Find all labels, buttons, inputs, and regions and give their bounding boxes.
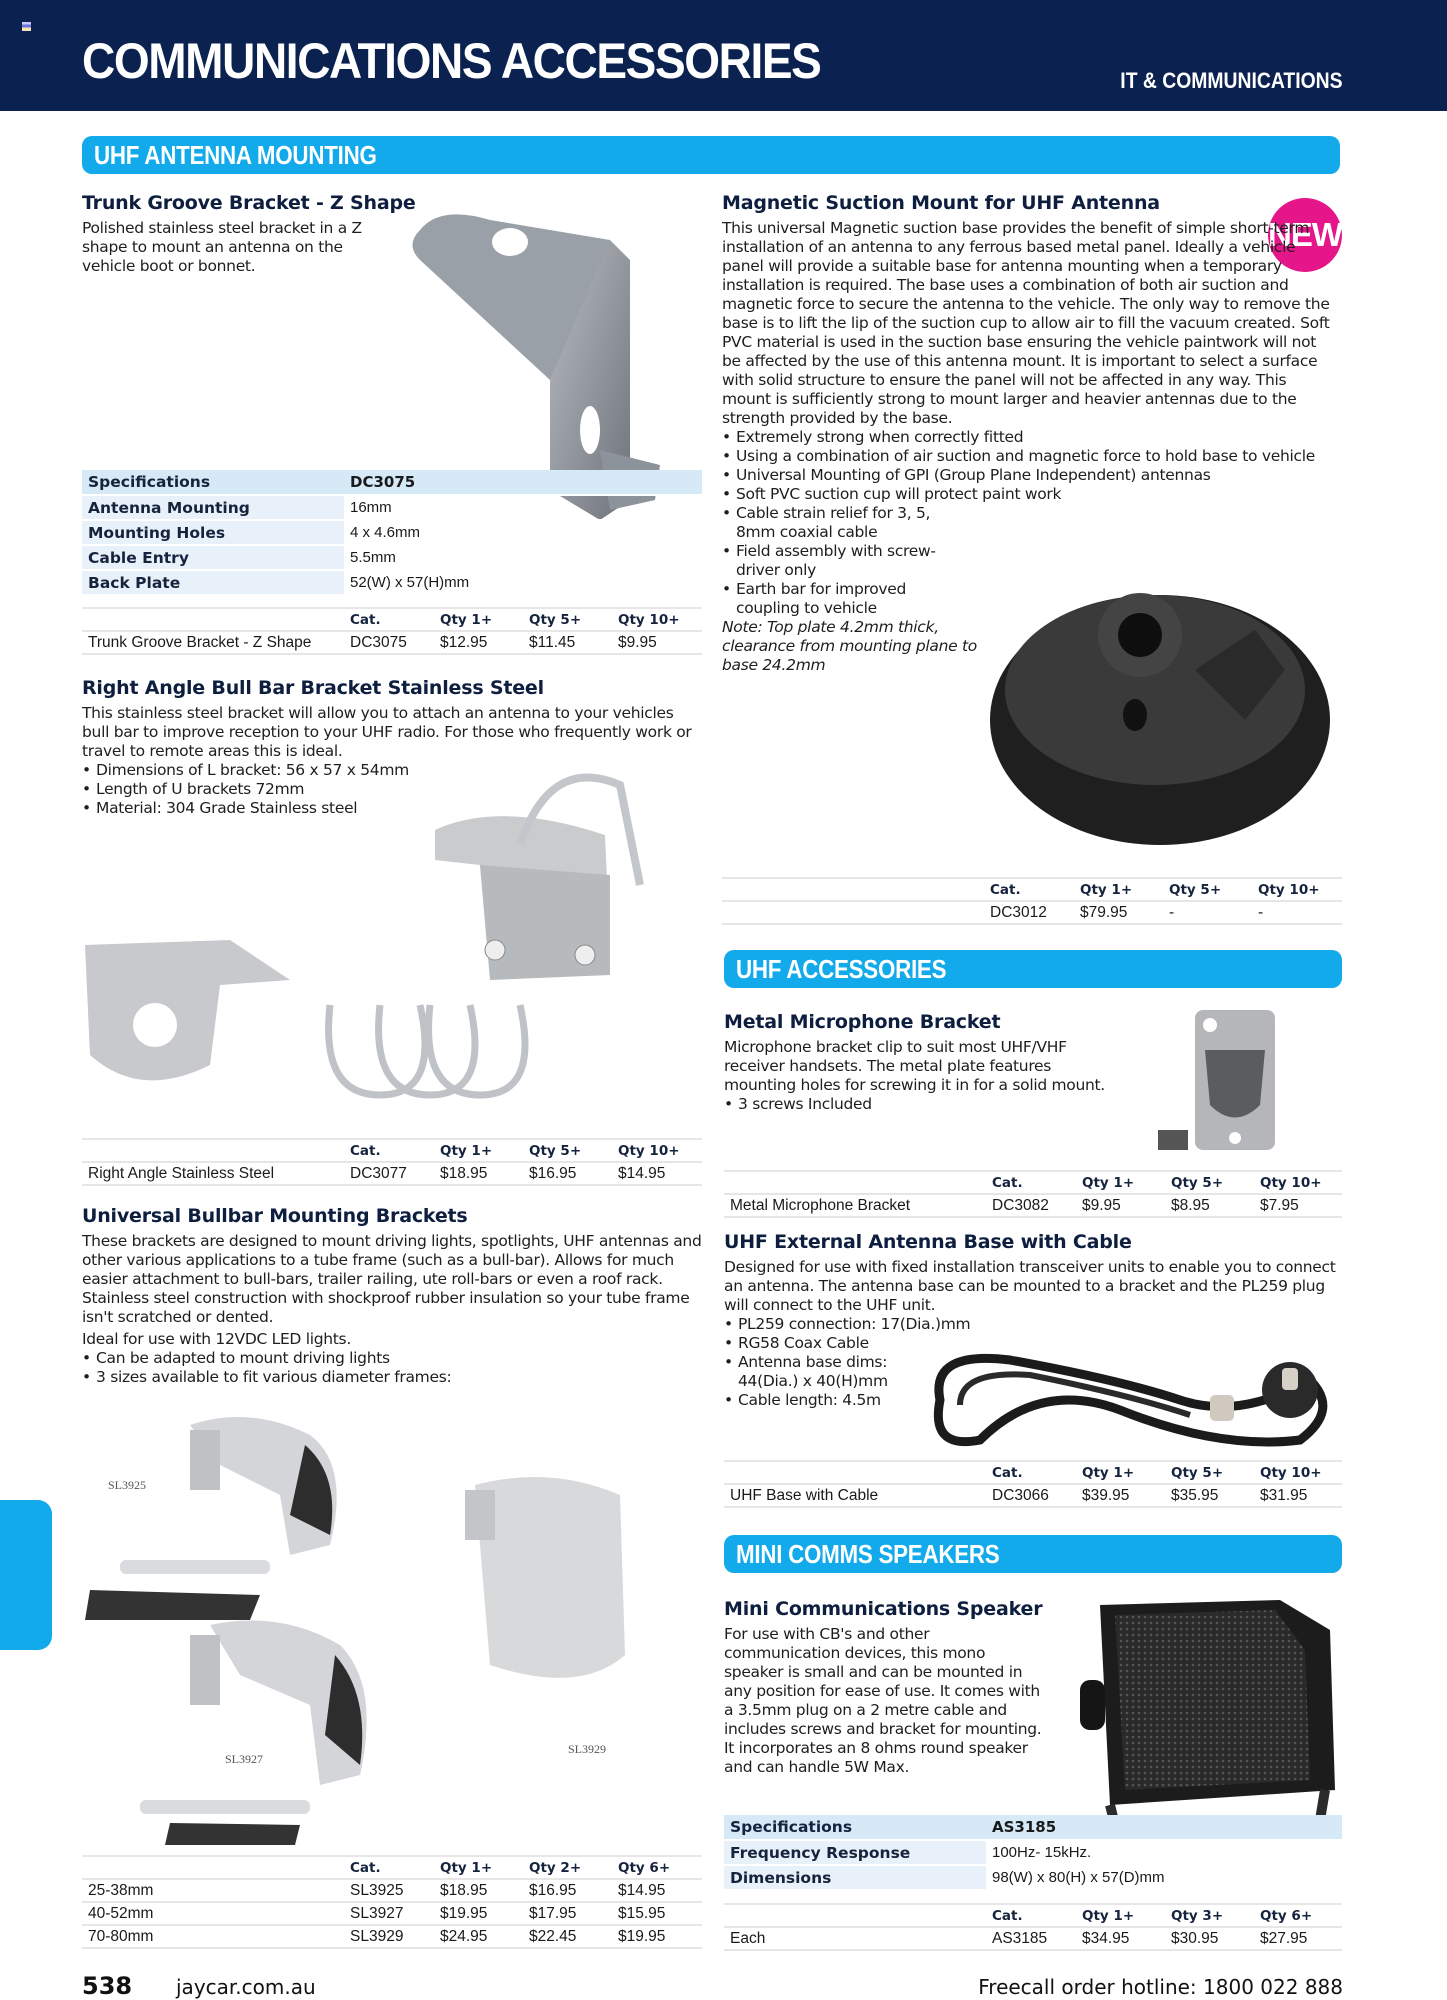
magnetic-mount-image — [985, 560, 1335, 860]
image-caption-sl3927: SL3927 — [225, 1752, 264, 1766]
new-badge: NEW — [1268, 198, 1342, 272]
spec-table-speaker: Specifications AS3185 Frequency Response 100Hz- 15kHz. Dimensions 98(W) x 80(H) x 57(D)mm — [724, 1815, 1342, 1891]
price-row: Metal Microphone Bracket DC3082 $9.95 $8.95 $7.95 — [724, 1194, 1342, 1217]
product-title-trunk-groove: Trunk Groove Bracket - Z Shape — [82, 192, 416, 214]
mic-bracket-image — [1150, 1005, 1290, 1160]
product-title-mic-bracket: Metal Microphone Bracket — [724, 1011, 1001, 1033]
page-header — [0, 0, 1447, 111]
product-desc-speaker: For use with CB's and other communication devices, this mono speaker is small and can be mounted in any position for ease of use. It comes with a 3.5mm plug on a 2 metre cable and includes screws and bracket for mounting. It incorporates an 8 ohms round speaker and can handle 5W Max. — [724, 1625, 1042, 1776]
hotline-text: Freecall order hotline: 1800 022 888 — [978, 1975, 1343, 1999]
price-table-speaker: Cat. Qty 1+ Qty 3+ Qty 6+ Each AS3185 $34.95 $30.95 $27.95 — [724, 1903, 1342, 1951]
flag-icon — [22, 22, 31, 31]
page-title: COMMUNICATIONS ACCESSORIES — [82, 33, 821, 89]
price-row: 70-80mm SL3929 $24.95 $22.45 $19.95 — [82, 1925, 702, 1948]
section-mini-comms-speakers: MINI COMMS SPEAKERS — [724, 1535, 1342, 1573]
product-desc-trunk-groove: Polished stainless steel bracket in a Z shape to mount an antenna on the vehicle boot or bonnet. — [82, 219, 362, 275]
product-title-speaker: Mini Communications Speaker — [724, 1598, 1043, 1620]
price-table-mic-bracket: Cat. Qty 1+ Qty 5+ Qty 10+ Metal Microphone Bracket DC3082 $9.95 $8.95 $7.95 — [724, 1170, 1342, 1218]
page-number: 538 — [82, 1972, 133, 2000]
price-row: DC3012 $79.95 - - — [722, 901, 1342, 924]
price-table-universal-bullbar: Cat. Qty 1+ Qty 2+ Qty 6+ 25-38mm SL3925 $18.95 $16.95 $14.95 40-52mm SL3927 $19.95 $17.95 $15.95 70-80mm SL3929 $24.95 $22.45 $19.95 — [82, 1855, 702, 1949]
price-row: 25-38mm SL3925 $18.95 $16.95 $14.95 — [82, 1879, 702, 1902]
product-desc-uhf-base: Designed for use with fixed installation transceiver units to enable you to connect an antenna. The antenna base can be mounted to a bracket and the PL259 plug will connect to the UHF unit. • PL259 connection: 17(Dia.)mm • RG58 Coax Cable • Antenna base dims: 44(Dia.) x 40(H)mm • Cable length: 4.5m — [724, 1258, 1342, 1410]
section-tab-marker — [0, 1500, 52, 1650]
product-desc-magnetic-suction: This universal Magnetic suction base provides the benefit of simple short-term installation of an antenna to any ferrous based metal panel. Ideally a vehicle panel will provide a suitable base for antenna mounting when a temporary installation is required. The base uses a combination of both air suction and magnetic force to secure the antenna to the vehicle. The only way to remove the base is to lift the lip of the suction cup to allow air to fill the vacuum created. Soft PVC material is used in the suction base ensuring the vehicle paintwork will not be affected by the use of this antenna mount. It is important to select a surface with solid structure to ensure the panel will not be affected in any way. This mount is sufficiently strong to mount larger and heavier antennas due to the strength provided by the base. • Extremely strong when correctly fitted • Using a combination of air suction and magnetic force to hold base to vehicle • Universal Mounting of GPI (Group Plane Independent) antennas • Soft PVC suction cup will protect paint work • Cable strain relief for 3, 5, 8mm coaxial cable • Field assembly with screw-driver only • Earth bar for improved coupling to vehicle Note: Top plate 4.2mm thick, clearance from mounting plane to base 24.2mm — [722, 219, 1334, 675]
antenna-base-cable-image — [920, 1340, 1345, 1460]
product-desc-mic-bracket: Microphone bracket clip to suit most UHF/VHF receiver handsets. The metal plate features mounting holes for screwing it in for a solid mount. • 3 screws Included — [724, 1038, 1114, 1114]
price-table-right-angle: Cat. Qty 1+ Qty 5+ Qty 10+ Right Angle Stainless Steel DC3077 $18.95 $16.95 $14.95 — [82, 1138, 702, 1186]
section-uhf-accessories: UHF ACCESSORIES — [724, 950, 1342, 988]
price-table-magnetic-suction: Cat. Qty 1+ Qty 5+ Qty 10+ DC3012 $79.95 - - — [722, 877, 1342, 925]
price-table-trunk-groove: Cat. Qty 1+ Qty 5+ Qty 10+ Trunk Groove Bracket - Z Shape DC3075 $12.95 $11.45 $9.95 — [82, 607, 702, 655]
price-row: 40-52mm SL3927 $19.95 $17.95 $15.95 — [82, 1902, 702, 1925]
product-title-right-angle: Right Angle Bull Bar Bracket Stainless Steel — [82, 677, 544, 699]
price-row: Right Angle Stainless Steel DC3077 $18.95 $16.95 $14.95 — [82, 1162, 702, 1185]
bullbar-brackets-image — [80, 1405, 710, 1845]
spec-table-trunk-groove: Specifications DC3075 Antenna Mounting 16mm Mounting Holes 4 x 4.6mm Cable Entry 5.5mm Back Plate 52(W) x 57(H)mm — [82, 470, 702, 596]
price-row: Each AS3185 $34.95 $30.95 $27.95 — [724, 1927, 1342, 1950]
price-table-uhf-base: Cat. Qty 1+ Qty 5+ Qty 10+ UHF Base with Cable DC3066 $39.95 $35.95 $31.95 — [724, 1460, 1342, 1508]
product-title-universal-bullbar: Universal Bullbar Mounting Brackets — [82, 1205, 468, 1227]
image-caption-sl3925: SL3925 — [108, 1478, 147, 1492]
section-uhf-antenna-mounting: UHF ANTENNA MOUNTING — [82, 136, 1340, 174]
category-label: IT & COMMUNICATIONS — [1120, 68, 1343, 93]
product-desc-universal-bullbar: These brackets are designed to mount driving lights, spotlights, UHF antennas and other various applications to a tube frame (such as a bull-bar). Allows for much easier attachment to bull-bars, trailer railing, ute roll-bars or even a roof rack. Stainless steel construction with shockproof rubber insulation so your tube frame isn't scratched or dented. Ideal for use with 12VDC LED lights. • Can be adapted to mount driving lights • 3 sizes available to fit various diameter frames: — [82, 1232, 702, 1387]
price-row: UHF Base with Cable DC3066 $39.95 $35.95 $31.95 — [724, 1484, 1342, 1507]
image-caption-sl3929: SL3929 — [568, 1742, 607, 1756]
price-row: Trunk Groove Bracket - Z Shape DC3075 $12.95 $11.45 $9.95 — [82, 631, 702, 654]
product-title-magnetic-suction: Magnetic Suction Mount for UHF Antenna — [722, 192, 1160, 214]
right-angle-bracket-image — [80, 765, 710, 1115]
product-desc-right-angle: This stainless steel bracket will allow you to attach an antenna to your vehicles bull bar to improve reception to your UHF radio. For those who frequently work or travel to remote areas this is ideal. • Dimensions of L bracket: 56 x 57 x 54mm • Length of U brackets 72mm • Material: 304 Grade Stainless steel — [82, 704, 692, 818]
website-link[interactable]: jaycar.com.au — [176, 1975, 316, 1999]
speaker-image — [1070, 1590, 1345, 1840]
product-title-uhf-base: UHF External Antenna Base with Cable — [724, 1231, 1132, 1253]
